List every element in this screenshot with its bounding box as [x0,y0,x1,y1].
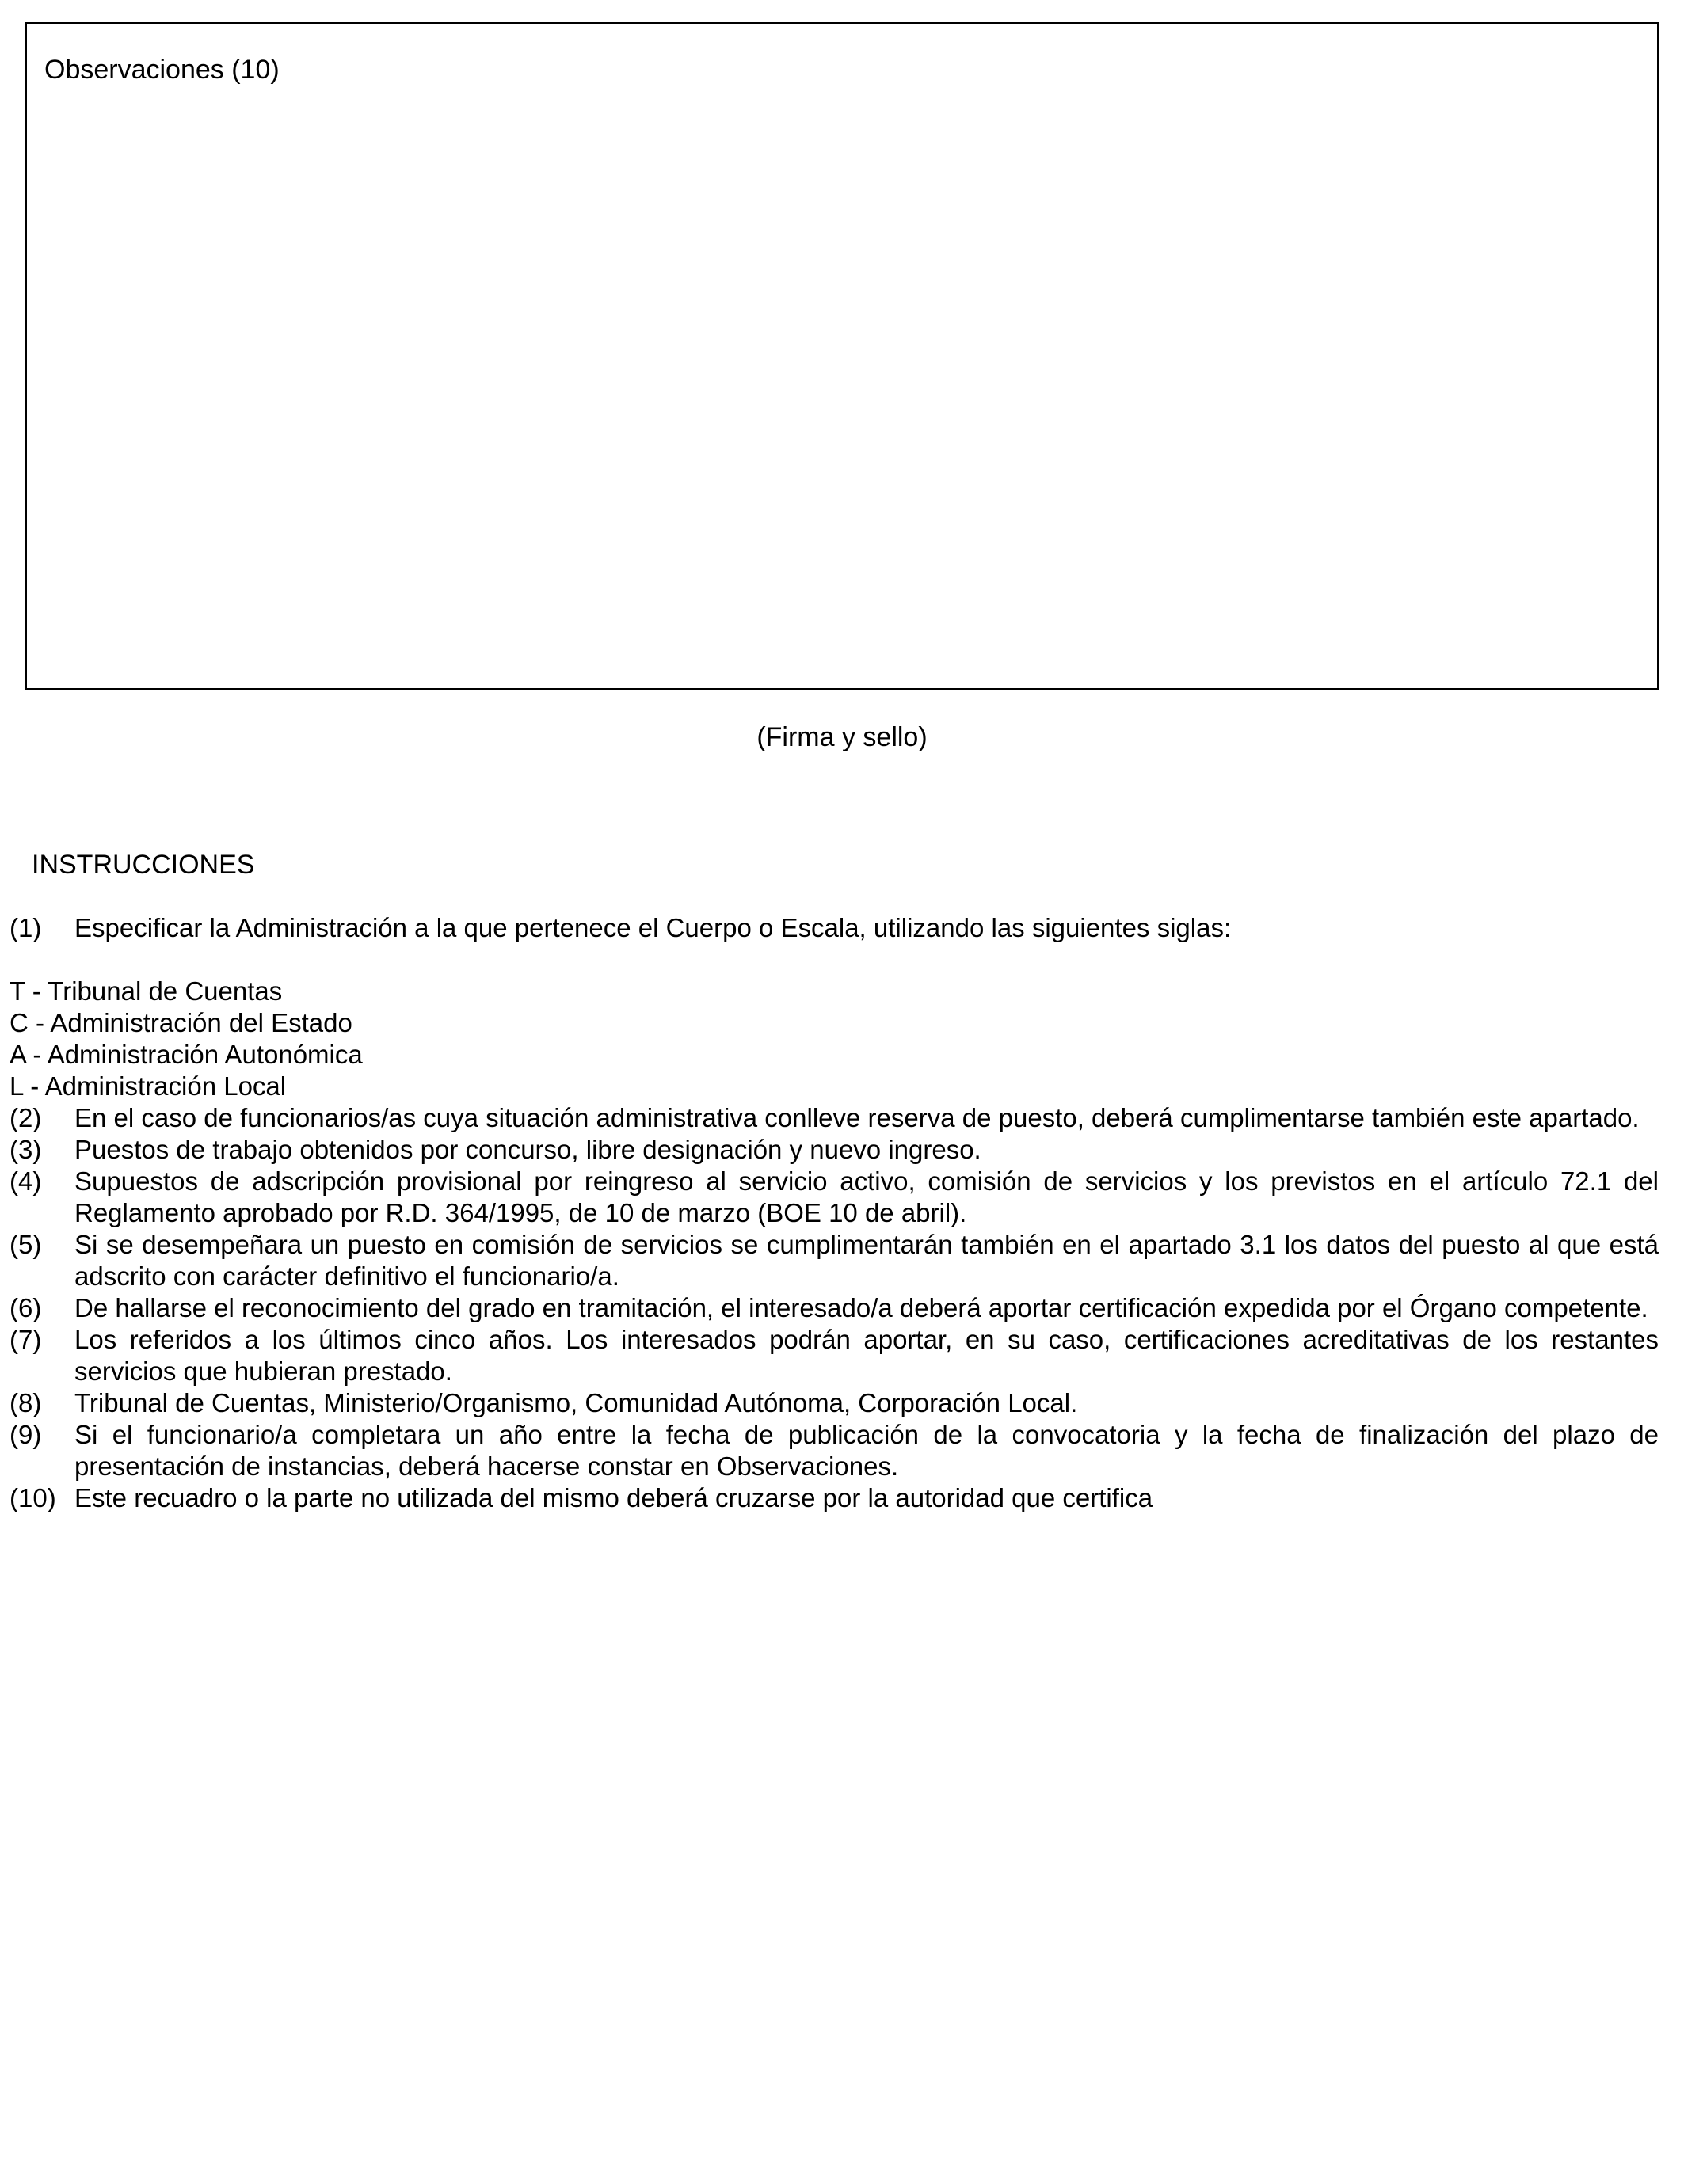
note-9 [10,1419,1659,1482]
note-text: Si el funcionario/a completara un año entre la fecha de publicación de la convocatoria y la fecha de finalización del plazo de presentación de instancias, deberá hacerse constar en Observaciones. [74,1420,1659,1481]
observaciones-label: Observaciones (10) [44,55,280,85]
instrucciones-title: INSTRUCCIONES [32,850,255,880]
sigla-a: A - Administración Autonómica [10,1040,363,1069]
note-text: Si se desempeñara un puesto en comisión de servicios se cumplimentarán también en el apartado 3.1 los datos del puesto al que está adscrito con carácter definitivo el funcionario/a. [74,1230,1659,1291]
note-8 [10,1387,1659,1419]
instrucciones-list [10,912,1659,1514]
note-number: (10) [10,1483,56,1512]
note-text: Puestos de trabajo obtenidos por concurso, libre designación y nuevo ingreso. [74,1135,981,1164]
note-text: Supuestos de adscripción provisional por reingreso al servicio activo, comisión de servicios y los previstos en el artículo 72.1 del Reglamento aprobado por R.D. 364/1995, de 10 de marzo (BOE 10 de abril). [74,1166,1659,1227]
note-10 [10,1482,1659,1514]
note-6 [10,1292,1659,1324]
note-number: (1) [10,913,42,942]
note-number: (8) [10,1388,42,1417]
note-1 [10,912,1659,944]
note-text: En el caso de funcionarios/as cuya situación administrativa conlleve reserva de puesto, deberá cumplimentarse también este apartado. [74,1103,1640,1132]
sigla-c: C - Administración del Estado [10,1008,352,1037]
note-number: (5) [10,1230,42,1259]
note-number: (7) [10,1325,42,1354]
note-text: Especificar la Administración a la que pertenece el Cuerpo o Escala, utilizando las siguientes siglas: [74,913,1232,942]
note-text: Los referidos a los últimos cinco años. Los interesados podrán aportar, en su caso, certificaciones acreditativas de los restantes servicios que hubieran prestado. [74,1325,1659,1386]
note-3 [10,1134,1659,1166]
sigla-t: T - Tribunal de Cuentas [10,976,283,1006]
observaciones-box [25,22,1659,690]
note-number: (9) [10,1420,42,1449]
note-number: (6) [10,1293,42,1322]
note-text: Este recuadro o la parte no utilizada del mismo deberá cruzarse por la autoridad que certifica [74,1483,1153,1512]
note-text: Tribunal de Cuentas, Ministerio/Organismo, Comunidad Autónoma, Corporación Local. [74,1388,1078,1417]
note-number: (4) [10,1166,42,1196]
note-2 [10,1102,1659,1134]
note-number: (3) [10,1135,42,1164]
sigla-l: L - Administración Local [10,1071,287,1101]
note-text: De hallarse el reconocimiento del grado en tramitación, el interesado/a deberá aportar certificación expedida por el Órgano competente. [74,1293,1648,1322]
note-7 [10,1324,1659,1387]
note-5 [10,1229,1659,1292]
firma-sello-label: (Firma y sello) [756,722,928,752]
note-number: (2) [10,1103,42,1132]
note-4 [10,1166,1659,1229]
